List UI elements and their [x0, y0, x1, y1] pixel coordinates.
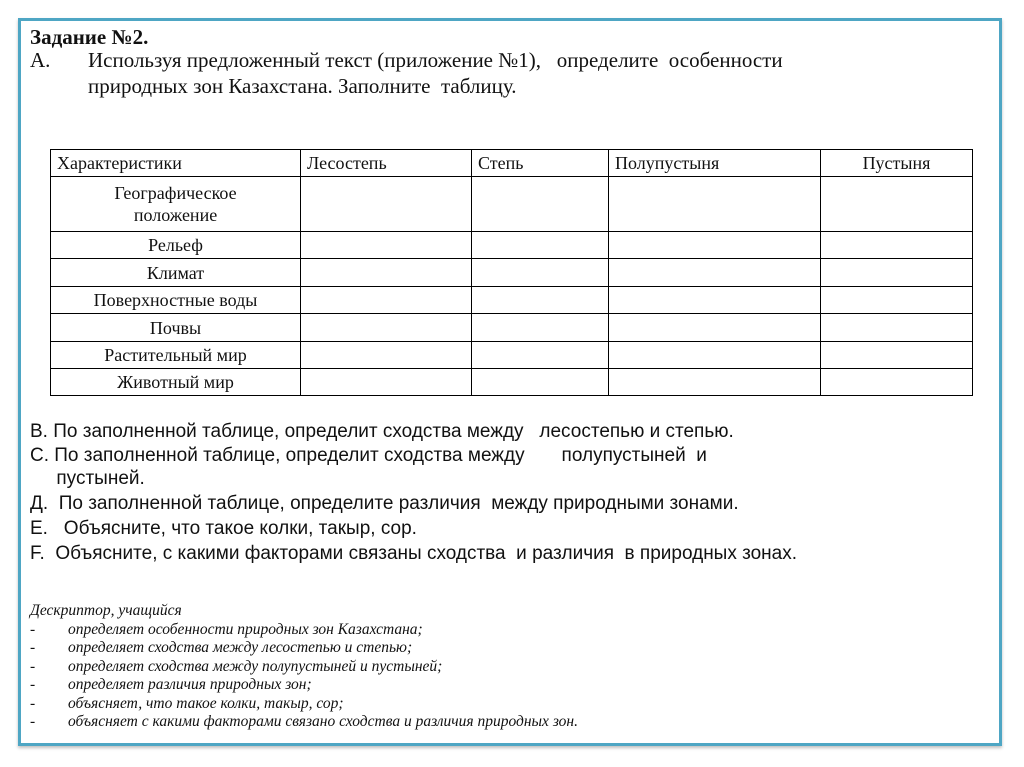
row-label: Животный мир — [51, 369, 301, 396]
row-label: Поверхностные воды — [51, 287, 301, 314]
descriptor-item — [30, 658, 578, 677]
descriptor-item — [30, 676, 578, 695]
cell[interactable] — [609, 369, 821, 396]
natural-zones-table — [50, 149, 973, 396]
task-d: Д. По заполненной таблице, определите различия между природными зонами. — [30, 493, 739, 514]
cell[interactable] — [472, 369, 609, 396]
cell[interactable] — [472, 177, 609, 232]
dash: - — [30, 639, 36, 656]
header-cell: Степь — [472, 150, 609, 177]
cell[interactable] — [821, 314, 973, 342]
dash: - — [30, 713, 36, 730]
cell[interactable] — [301, 177, 472, 232]
cell[interactable] — [821, 259, 973, 287]
cell[interactable] — [821, 287, 973, 314]
table-row — [51, 177, 973, 232]
descriptor — [30, 602, 578, 732]
cell[interactable] — [472, 314, 609, 342]
dash: - — [30, 694, 36, 712]
row-label: Рельеф — [51, 232, 301, 259]
descriptor-heading: Дескриптор, учащийся — [30, 602, 182, 619]
task-e: Е. Объясните, что такое колки, такыр, сор. — [30, 518, 417, 539]
cell[interactable] — [609, 287, 821, 314]
descriptor-text: объясняет с какими факторами связано сходства и различия природных зон. — [68, 713, 578, 730]
table-header-row — [51, 150, 973, 177]
descriptor-text: определяет сходства между лесостепью и степью; — [68, 639, 413, 656]
cell[interactable] — [609, 232, 821, 259]
row-label: Географическое положение — [51, 177, 301, 232]
cell[interactable] — [472, 232, 609, 259]
table-row — [51, 369, 973, 396]
task-a-line2: природных зон Казахстана. Заполните таблицу. — [88, 74, 517, 98]
cell[interactable] — [472, 259, 609, 287]
cell[interactable] — [301, 342, 472, 369]
task-title: Задание №2. — [30, 25, 149, 49]
table-row — [51, 342, 973, 369]
descriptor-item — [30, 713, 578, 732]
cell[interactable] — [821, 232, 973, 259]
descriptor-item — [30, 639, 578, 658]
task-f: F. Объясните, с какими факторами связаны сходства и различия в природных зонах. — [30, 543, 798, 564]
cell[interactable] — [301, 369, 472, 396]
header-cell: Характеристики — [51, 150, 301, 177]
cell[interactable] — [609, 177, 821, 232]
descriptor-text: определяет особенности природных зон Казахстана; — [68, 620, 423, 638]
dash: - — [30, 657, 36, 675]
dash: - — [30, 676, 36, 693]
header-cell: Пустыня — [821, 150, 973, 177]
cell[interactable] — [609, 259, 821, 287]
task-a-marker: А. — [30, 48, 51, 72]
row-label: Климат — [51, 259, 301, 287]
header-cell: Лесостепь — [301, 150, 472, 177]
descriptor-item — [30, 695, 578, 714]
descriptor-item — [30, 621, 578, 640]
descriptor-text: определяет различия природных зон; — [68, 676, 312, 693]
table-row — [51, 287, 973, 314]
cell[interactable] — [472, 287, 609, 314]
table-row — [51, 232, 973, 259]
cell[interactable] — [821, 369, 973, 396]
header-cell: Полупустыня — [609, 150, 821, 177]
table-row — [51, 314, 973, 342]
cell[interactable] — [301, 314, 472, 342]
cell[interactable] — [609, 314, 821, 342]
task-c-cont: пустыней. — [30, 468, 145, 489]
table-row — [51, 259, 973, 287]
cell[interactable] — [301, 259, 472, 287]
descriptor-text: объясняет, что такое колки, такыр, сор; — [68, 694, 344, 712]
descriptor-text: определяет сходства между полупустыней и пустыней; — [68, 657, 443, 675]
cell[interactable] — [301, 287, 472, 314]
cell[interactable] — [821, 177, 973, 232]
cell[interactable] — [472, 342, 609, 369]
cell[interactable] — [609, 342, 821, 369]
dash: - — [30, 620, 36, 638]
task-b: В. По заполненной таблице, определит сходства между лесостепью и степью. — [30, 421, 734, 442]
row-label: Растительный мир — [51, 342, 301, 369]
task-c: С. По заполненной таблице, определит сходства между полупустыней и — [30, 445, 707, 466]
task-a-line1: Используя предложенный текст (приложение №1), определите особенности — [88, 48, 783, 72]
cell[interactable] — [821, 342, 973, 369]
row-label: Почвы — [51, 314, 301, 342]
cell[interactable] — [301, 232, 472, 259]
